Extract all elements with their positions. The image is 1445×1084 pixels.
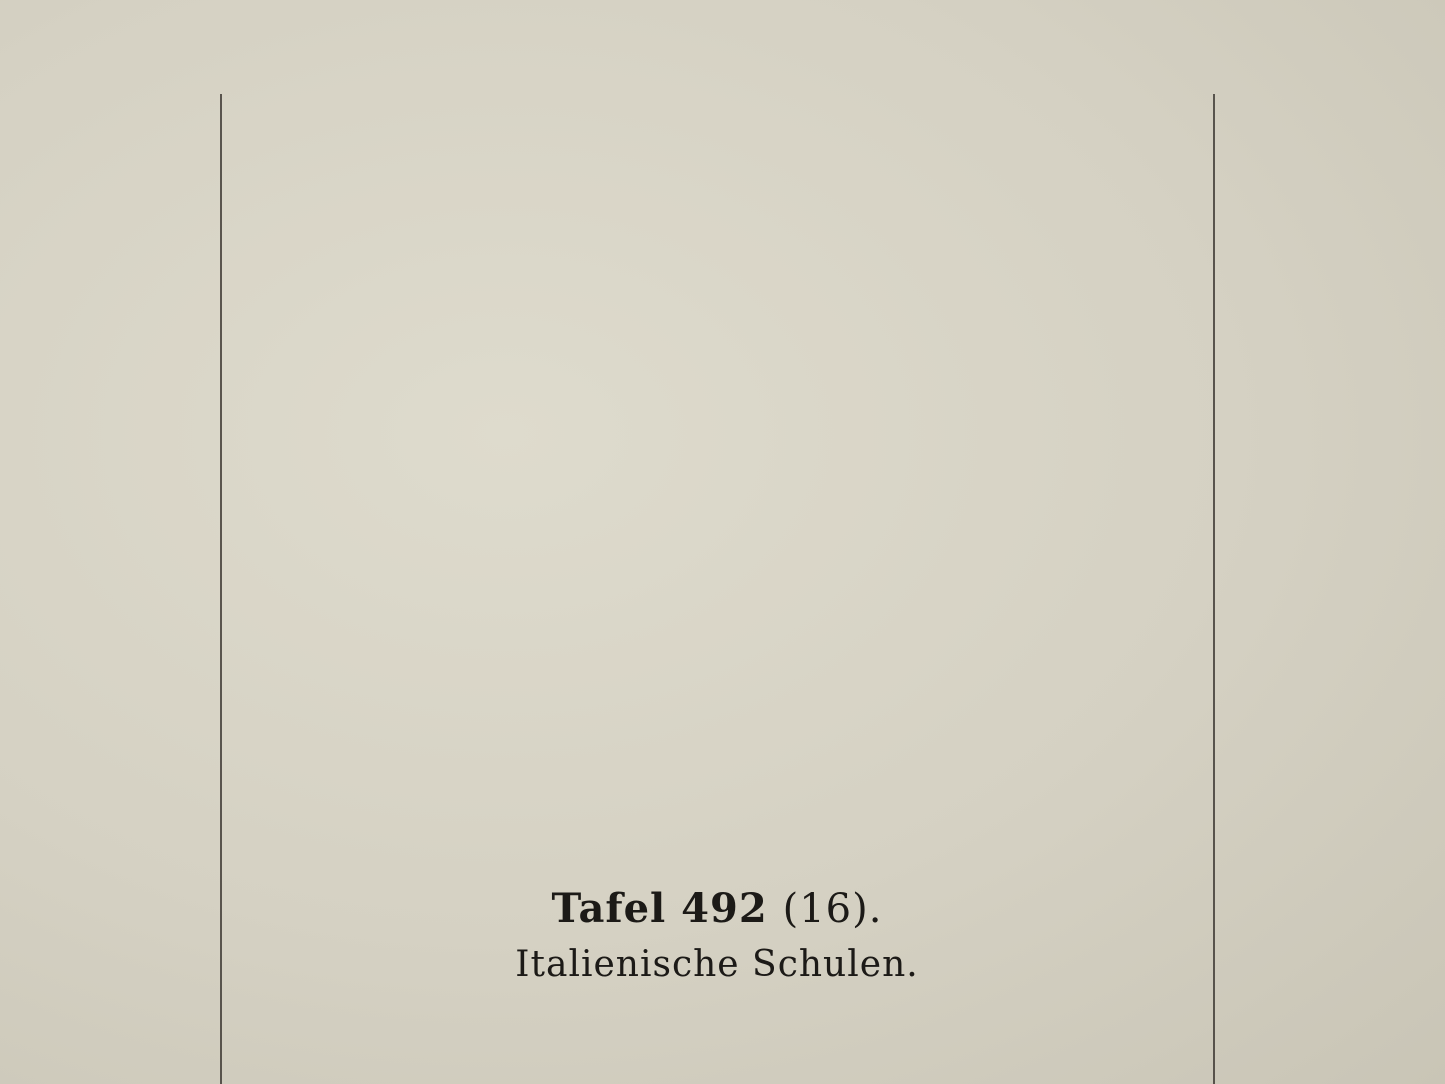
column-rule-left — [220, 94, 222, 1084]
plate-number: Tafel 492 — [551, 885, 768, 932]
school-heading: Italienische Schulen. — [515, 944, 919, 985]
plate-heading — [244, 884, 1190, 934]
column-rule-right — [1213, 94, 1215, 1084]
plate-subnumber: (16). — [782, 886, 883, 932]
